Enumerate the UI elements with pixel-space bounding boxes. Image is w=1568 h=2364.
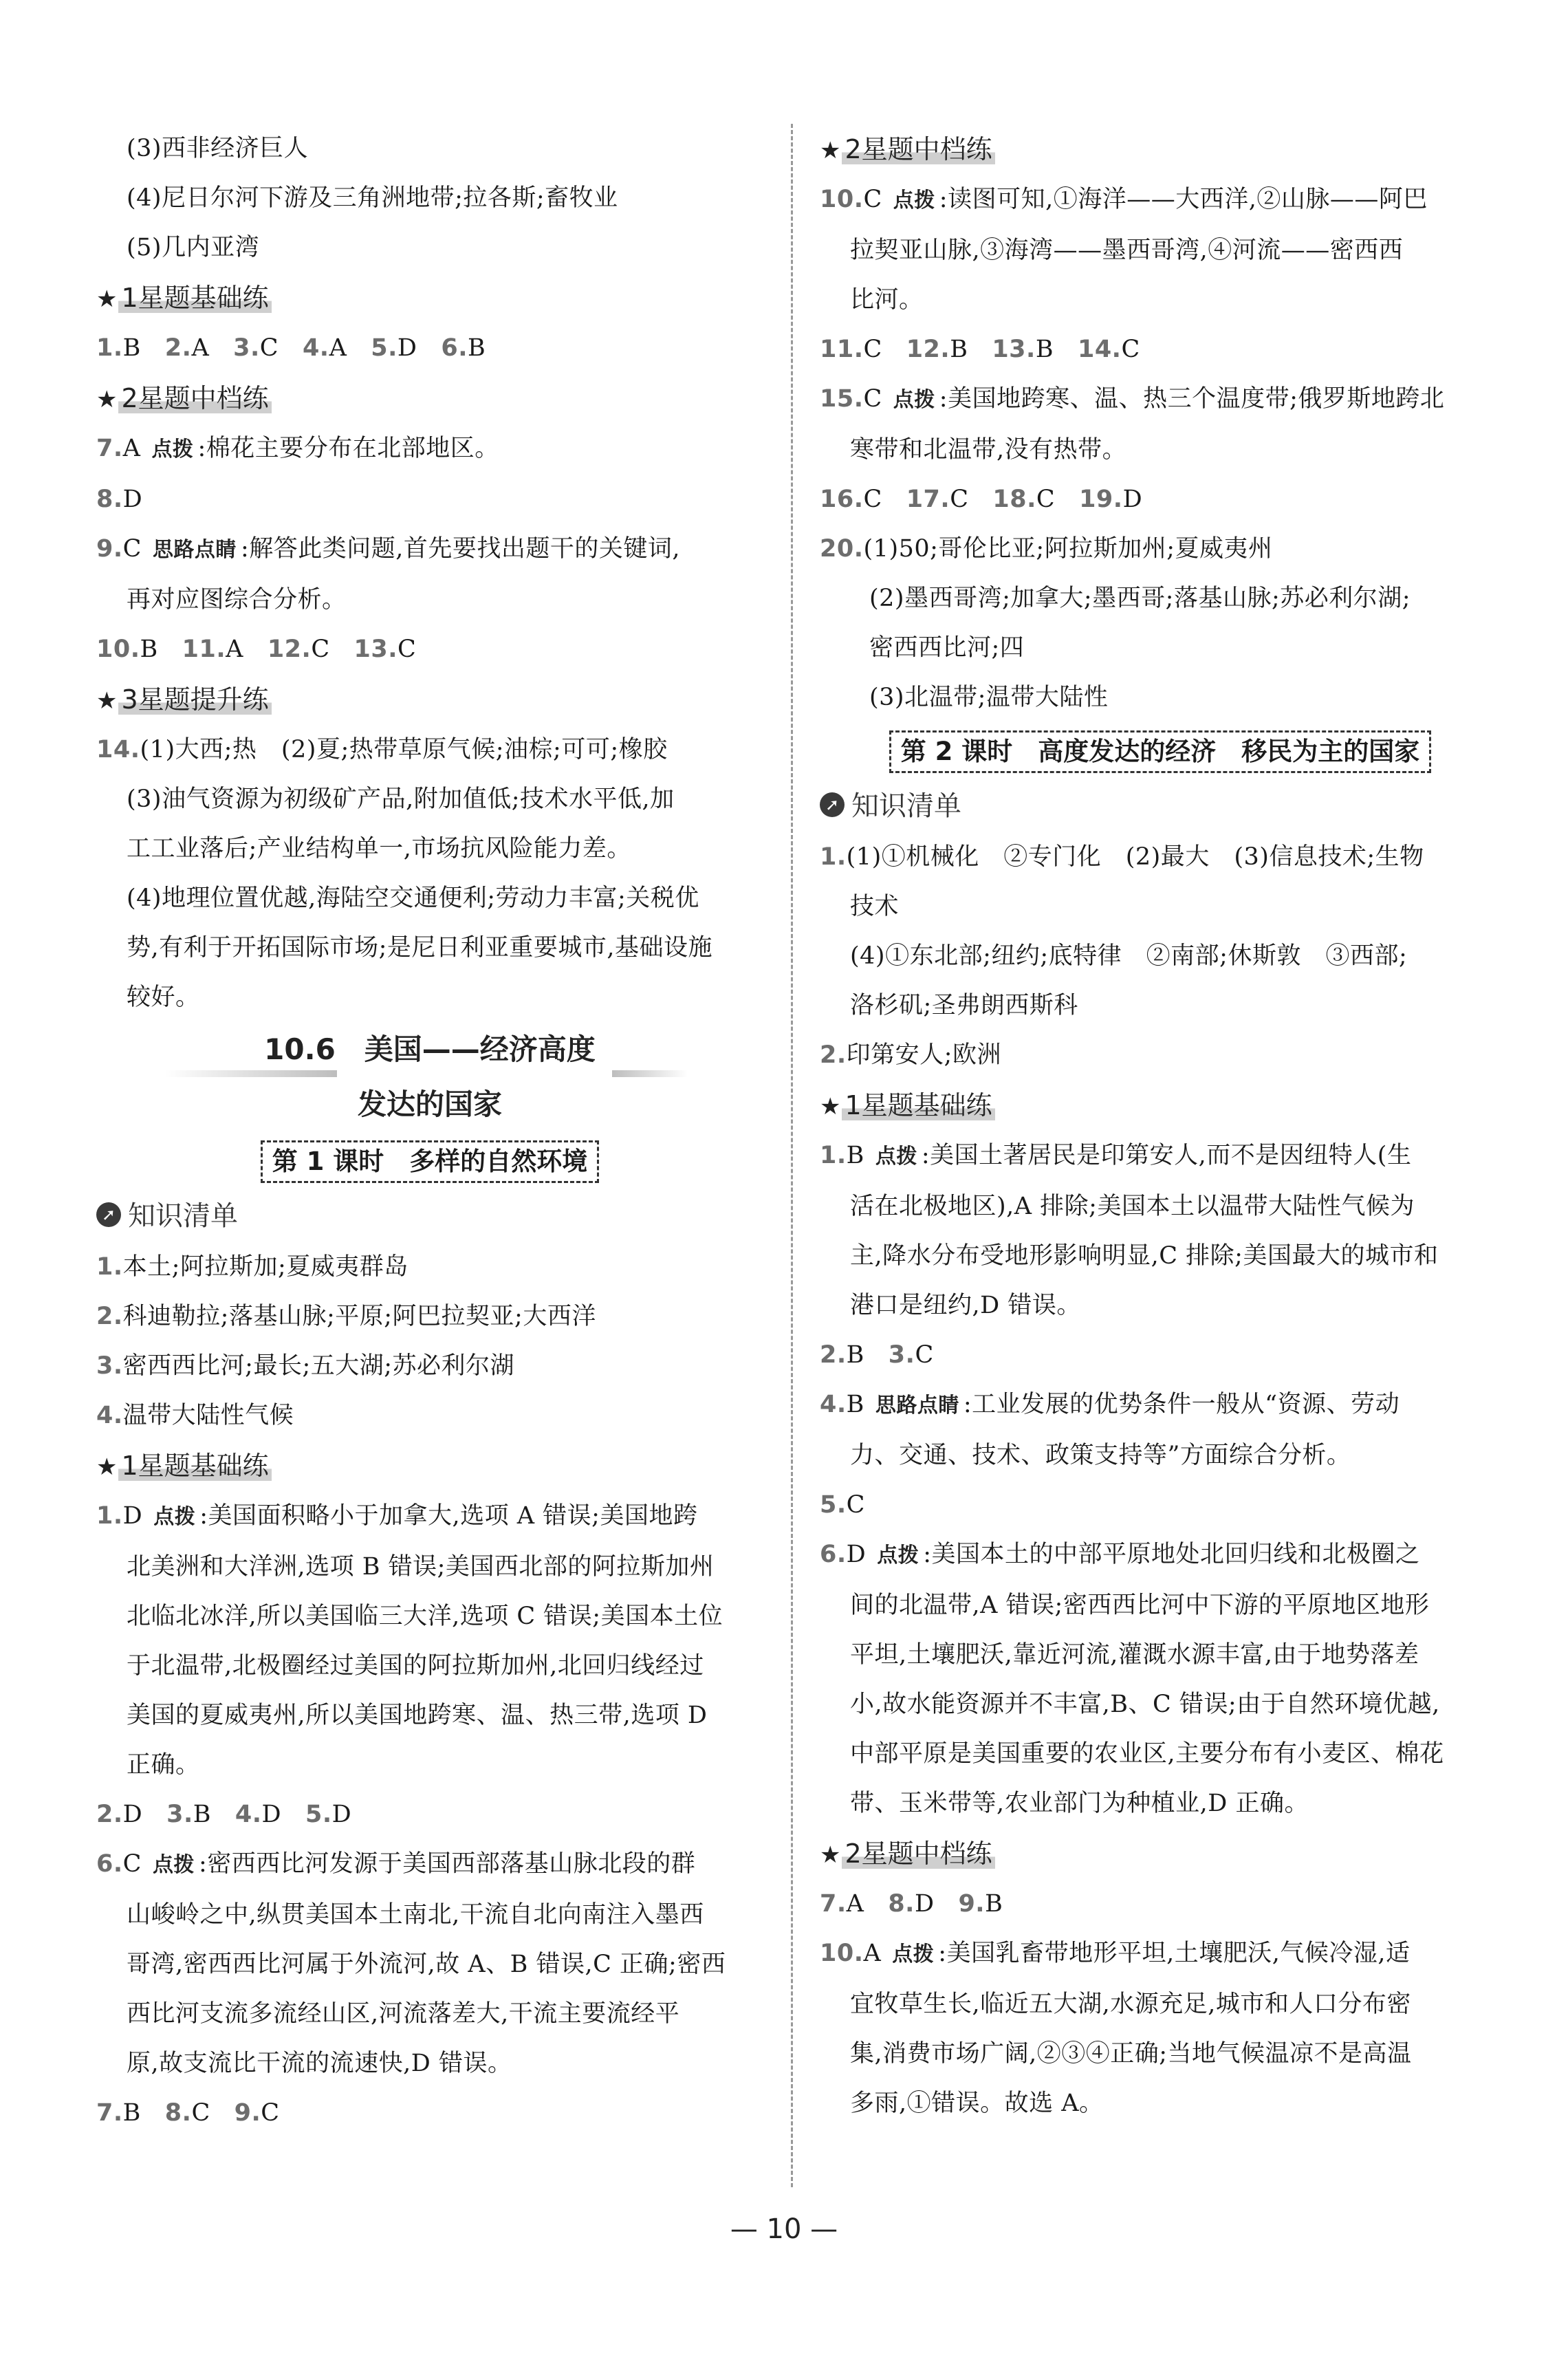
answer-line: 10.C 点拨 :读图可知,①海洋——大西洋,②山脉——阿巴 <box>820 186 1428 213</box>
answer-line: 9.C 思路点睛 :解答此类问题,首先要找出题干的关键词, <box>96 535 680 563</box>
answer-line: 港口是纽约,D 错误。 <box>850 1292 1081 1319</box>
answer-line: (2)墨西哥湾;加拿大;墨西哥;落基山脉;苏必利尔湖; <box>869 585 1411 612</box>
answer-line: (3)油气资源为初级矿产品,附加值低;技术水平低,加 <box>127 785 675 813</box>
answer-line: 多雨,①错误。故选 A。 <box>850 2090 1104 2117</box>
star-icon: ★ <box>820 137 841 164</box>
star-icon: ★ <box>820 1841 841 1869</box>
answer-line: 美国的夏威夷州,所以美国地跨寒、温、热三带,选项 D <box>127 1702 708 1729</box>
answer-line: 山峻岭之中,纵贯美国本土南北,干流自北向南注入墨西 <box>127 1901 704 1929</box>
title-bar-right <box>612 1070 688 1077</box>
knowledge-arrow-icon: ➚ <box>96 1202 121 1227</box>
answer-line: 正确。 <box>127 1751 200 1779</box>
knowledge-heading: ➚ 知识清单 <box>96 1190 763 1242</box>
answer-line: 主,降水分布受地形影响明显,C 排除;美国最大的城市和 <box>850 1242 1439 1270</box>
answer-line: 中部平原是美国重要的农业区,主要分布有小麦区、棉花 <box>850 1740 1444 1768</box>
answer-line: 集,消费市场广阔,②③④正确;当地气候温凉不是高温 <box>850 2040 1412 2068</box>
answer-line: 1.D 点拨 :美国面积略小于加拿大,选项 A 错误;美国地跨 <box>96 1502 698 1530</box>
knowledge-item: 洛杉矶;圣弗朗西斯科 <box>850 992 1078 1019</box>
star2-heading-right: ★ 2星题中档练 <box>820 124 1501 175</box>
answer-line: 平坦,土壤肥沃,靠近河流,灌溉水源丰富,由于地势落差 <box>850 1641 1419 1669</box>
answer-line: 北美洲和大洋洲,选项 B 错误;美国西北部的阿拉斯加州 <box>127 1553 715 1581</box>
answer-line: 密西西比河;四 <box>869 634 1025 662</box>
answer-row: 2.B 3.C <box>820 1341 934 1369</box>
answer-row: 1.B 2.A 3.C 4.A 5.D 6.B <box>96 334 486 362</box>
answer-line: 拉契亚山脉,③海湾——墨西哥湾,④河流——密西西 <box>850 237 1404 264</box>
answer-row: 7.A 8.D 9.B <box>820 1890 1003 1918</box>
answer-line: (3)西非经济巨人 <box>127 135 309 162</box>
answer-line: 工工业落后;产业结构单一,市场抗风险能力差。 <box>127 835 631 863</box>
knowledge-item: 2.印第安人;欧洲 <box>820 1041 1001 1069</box>
knowledge-item: 1.(1)①机械化 ②专门化 (2)最大 (3)信息技术;生物 <box>820 843 1424 871</box>
star-icon: ★ <box>96 687 118 715</box>
star1b-heading: ★ 1星题基础练 <box>96 1440 763 1491</box>
star3-heading: ★ 3星题提升练 <box>96 674 763 725</box>
answer-line: 力、交通、技术、政策支持等”方面综合分析。 <box>850 1442 1351 1469</box>
knowledge-item: 2.科迪勒拉;落基山脉;平原;阿巴拉契亚;大西洋 <box>96 1303 596 1330</box>
answer-row: 7.B 8.C 9.C <box>96 2099 280 2127</box>
knowledge-heading-2: ➚ 知识清单 <box>820 780 1501 832</box>
section-title: 10.6 美国——经济高度 <box>96 1022 763 1077</box>
answer-line: 再对应图综合分析。 <box>127 586 347 614</box>
answer-line: 6.C 点拨 :密西西比河发源于美国西部落基山脉北段的群 <box>96 1850 696 1878</box>
answer-line: 4.B 思路点睛 :工业发展的优势条件一般从“资源、劳动 <box>820 1391 1400 1418</box>
knowledge-item: 4.温带大陆性气候 <box>96 1402 294 1429</box>
answer-line: (3)北温带;温带大陆性 <box>869 684 1109 711</box>
answer-line: 原,故支流比干流的流速快,D 错误。 <box>127 2050 512 2077</box>
answer-line: 比河。 <box>850 286 924 314</box>
answer-line: 20.(1)50;哥伦比亚;阿拉斯加州;夏威夷州 <box>820 535 1273 563</box>
answer-line: 势,有利于开拓国际市场;是尼日利亚重要城市,基础设施 <box>127 934 713 962</box>
answer-row: 10.B 11.A 12.C 13.C <box>96 636 417 663</box>
star-icon: ★ <box>96 1453 118 1481</box>
answer-line: 活在北极地区),A 排除;美国本土以温带大陆性气候为 <box>850 1193 1415 1220</box>
star2-heading: ★ 2星题中档练 <box>96 373 763 424</box>
answer-line: 哥湾,密西西比河属于外流河,故 A、B 错误,C 正确;密西 <box>127 1951 726 1978</box>
answer-line: 宜牧草生长,临近五大湖,水源充足,城市和人口分布密 <box>850 1991 1411 2018</box>
answer-row: 2.D 3.B 4.D 5.D <box>96 1801 352 1828</box>
answer-line: 带、玉米带等,农业部门为种植业,D 正确。 <box>850 1790 1309 1817</box>
star1-heading: ★ 1星题基础练 <box>96 272 763 323</box>
right-column <box>820 124 1501 2128</box>
answer-line: 小,故水能资源并不丰富,B、C 错误;由于自然环境优越, <box>850 1691 1440 1718</box>
star2b-heading-right: ★ 2星题中档练 <box>820 1828 1501 1879</box>
knowledge-item: 3.密西西比河;最长;五大湖;苏必利尔湖 <box>96 1352 515 1380</box>
page-number: — 10 — <box>730 2213 838 2245</box>
answer-line: (5)几内亚湾 <box>127 234 260 261</box>
answer-line: 寒带和北温带,没有热带。 <box>850 436 1127 464</box>
lesson-heading-2: 第 2 课时 高度发达的经济 移民为主的国家 <box>820 722 1501 780</box>
answer-line: 1.B 点拨 :美国土著居民是印第安人,而不是因纽特人(生 <box>820 1142 1412 1169</box>
star-icon: ★ <box>96 386 118 413</box>
answer-line: 较好。 <box>127 984 200 1011</box>
answer-line: (4)地理位置优越,海陆空交通便利;劳动力丰富;关税优 <box>127 885 699 912</box>
knowledge-arrow-icon: ➚ <box>820 792 845 817</box>
lesson-heading: 第 1 课时 多样的自然环境 <box>96 1132 763 1190</box>
answer-line: (4)尼日尔河下游及三角洲地带;拉各斯;畜牧业 <box>127 184 618 212</box>
answer-line: 6.D 点拨 :美国本土的中部平原地处北回归线和北极圈之 <box>820 1541 1420 1568</box>
answer-row: 11.C 12.B 13.B 14.C <box>820 336 1140 363</box>
answer-row: 16.C 17.C 18.C 19.D <box>820 486 1143 513</box>
knowledge-item: (4)①东北部;纽约;底特律 ②南部;休斯敦 ③西部; <box>850 942 1408 970</box>
knowledge-item: 1.本土;阿拉斯加;夏威夷群岛 <box>96 1253 409 1281</box>
answer-line: 14.(1)大西;热 (2)夏;热带草原气候;油棕;可可;橡胶 <box>96 736 668 763</box>
answer-line: 西比河支流多流经山区,河流落差大,干流主要流经平 <box>127 2000 680 2028</box>
star-icon: ★ <box>96 285 118 313</box>
star1-heading-right: ★ 1星题基础练 <box>820 1080 1501 1131</box>
answer-line: 15.C 点拨 :美国地跨寒、温、热三个温度带;俄罗斯地跨北 <box>820 385 1445 413</box>
answer-line: 8.D <box>96 486 143 513</box>
column-divider <box>791 124 793 2187</box>
answer-line: 北临北冰洋,所以美国临三大洋,选项 C 错误;美国本土位 <box>127 1603 723 1630</box>
title-bar-left <box>165 1070 337 1077</box>
star-icon: ★ <box>820 1093 841 1120</box>
answer-line: 7.A 点拨 :棉花主要分布在北部地区。 <box>96 435 499 462</box>
answer-line: 5.C <box>820 1491 865 1519</box>
section-title-line2: 发达的国家 <box>357 1087 502 1121</box>
answer-line: 于北温带,北极圈经过美国的阿拉斯加州,北回归线经过 <box>127 1652 704 1680</box>
knowledge-item: 技术 <box>850 893 900 920</box>
answer-line: 10.A 点拨 :美国乳畜带地形平坦,土壤肥沃,气候冷湿,适 <box>820 1940 1411 1967</box>
answer-line: 间的北温带,A 错误;密西西比河中下游的平原地区地形 <box>850 1592 1430 1619</box>
left-column <box>96 124 763 2138</box>
